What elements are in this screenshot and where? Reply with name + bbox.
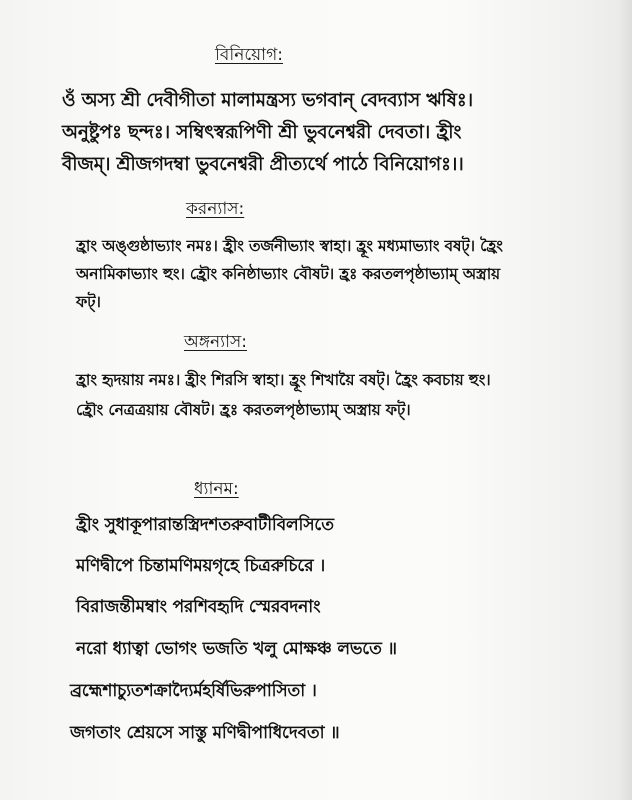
viniyoga-line-3: বীজম্। শ্রীজগদম্বা ভুবনেশ্বরী প্রীত্যর্থে পাঠে বিনিয়োগঃ।।: [62, 154, 464, 175]
karanyasa-line-1: হ্রাং অঙ্গুষ্ঠাভ্যাং নমঃ। হ্রীং তর্জনীভ্যাং স্বাহা। হ্রূং মধ্যমাভ্যাং বষট্। হ্রৈং: [76, 237, 503, 255]
anganyasa-line-2: হ্রৌং নেত্রত্রয়ায় বৌষট। হ্রঃ করতলপৃষ্ঠাভ্যাম্ অস্ত্রায় ফট্।: [76, 401, 411, 419]
dhyana-line-4: নরো ধ্যাত্বা ভোগং ভজতি খলু মোক্ষঞ্চ লভতে ॥: [76, 639, 397, 659]
heading-anganyasa: অঙ্গন্যাস:: [184, 332, 247, 352]
karanyasa-line-2: অনামিকাভ্যাং হুং। হ্রৌং কনিষ্ঠাভ্যাং বৌষট। হ্রঃ করতলপৃষ্ঠাভ্যাম্ অস্ত্রায়: [76, 265, 500, 283]
viniyoga-line-1: ওঁ অস্য শ্রী দেবীগীতা মালামন্ত্রস্য ভগবান্ বেদব্যাস ঋষিঃ।: [62, 90, 473, 111]
dhyana-line-5: ব্রহ্মেশাচ্যুতশক্রাদ্যৈর্মহর্ষিভিরুপাসিতা ।: [70, 681, 317, 701]
dhyana-line-1: হ্রীং সুধাকূপারান্তস্ত্রিদশতরুবাটীবিলসিতে: [76, 515, 334, 535]
dhyana-line-6: জগতাং শ্রেয়সে সাস্তু মণিদ্বীপাধিদেবতা ॥: [70, 723, 340, 743]
viniyoga-line-2: অনুষ্টুপঃ ছন্দঃ। সম্বিৎস্বরূপিণী শ্রী ভুবনেশ্বরী দেবতা। হ্রীং: [62, 122, 462, 143]
karanyasa-line-3: ফট্।: [76, 293, 101, 311]
page-edge-shadow: [618, 0, 632, 800]
dhyana-line-2: মণিদ্বীপে চিন্তামণিময়গৃহে চিত্ররুচিরে ।: [76, 556, 325, 576]
anganyasa-line-1: হ্রাং হৃদয়ায় নমঃ। হ্রীং শিরসি স্বাহা। হ্রূং শিখায়ৈ বষট্। হ্রৈং কবচায় হুং।: [76, 371, 491, 389]
dhyana-line-3: বিরাজন্তীমম্বাং পরশিবহৃদি স্মেরবদনাং: [76, 597, 321, 617]
heading-karanyasa: করন্যাস:: [186, 199, 245, 219]
heading-dhyana: ধ্যানম:: [194, 479, 239, 499]
heading-viniyoga: বিনিয়োগ:: [215, 45, 283, 65]
